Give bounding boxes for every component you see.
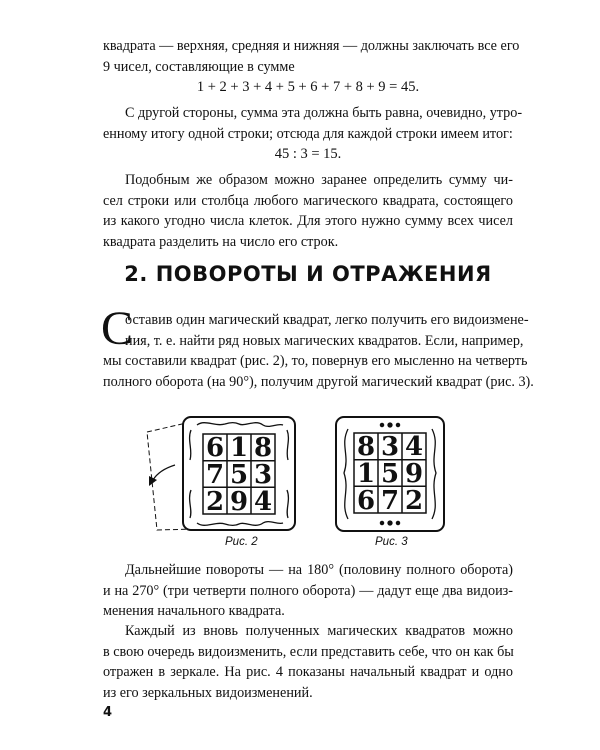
text-line: полного оборота (на 90°), получим другой магический квадрат (рис. 3). (103, 373, 534, 390)
grid-cell: 1 (356, 459, 376, 489)
paragraph-5 (103, 560, 513, 622)
rotation-arrow-icon (149, 465, 175, 486)
figure-2-caption: Рис. 2 (225, 536, 258, 548)
grid-cell: 2 (404, 486, 424, 516)
page-number: 4 (103, 705, 113, 720)
text-line: енному итогу одной строки; отсюда для каждой строки имеем итог: (103, 125, 513, 142)
text-line: 9 чисел, составляющие в сумме (103, 58, 295, 75)
paragraph-3 (103, 170, 513, 252)
grid-cell: 9 (404, 459, 424, 489)
grid-cell: 8 (253, 433, 273, 463)
figure-3-caption: Рис. 3 (375, 536, 408, 548)
paragraph-2 (103, 103, 523, 144)
grid-cell: 6 (356, 486, 376, 516)
section-heading: 2. ПОВОРОТЫ И ОТРАЖЕНИЯ (124, 262, 492, 286)
grid-cell: 1 (229, 433, 249, 463)
text-line: квадрата разделить на число его строк. (103, 233, 339, 250)
grid-cell: 9 (229, 487, 249, 517)
grid-cell: 2 (205, 487, 225, 517)
text-line: из его зеркальных видоизменений. (103, 684, 313, 701)
grid-cell: 6 (205, 433, 225, 463)
formula-division: 45 : 3 = 15. (274, 146, 342, 162)
text-line: квадрата — верхняя, средняя и нижняя — должны заключать все его (103, 38, 520, 54)
grid-cell: 3 (380, 432, 400, 462)
paragraph-6 (103, 621, 513, 703)
text-line: Подобным же образом можно заранее определить сумму чи- (125, 172, 513, 188)
magic-square-figure-2 (135, 410, 310, 535)
text-line: Каждый из вновь полученных магических квадратов можно (125, 623, 513, 639)
drop-cap: С (101, 302, 134, 355)
text-line: ния, т. е. найти ряд новых магических квадратов. Если, например, (125, 332, 524, 349)
text-line: Дальнейшие повороты — на 180° (половину полного оборота) (125, 562, 513, 578)
figure-3 (330, 415, 450, 535)
grid-cell: 4 (253, 487, 273, 517)
grid-cell: 8 (356, 432, 376, 462)
text-line: сел строки или столбца любого магического квадрата, состоящего (103, 192, 513, 209)
text-line: оставив один магический квадрат, легко получить его видоизмене- (125, 312, 529, 328)
grid-cell: 5 (229, 460, 249, 490)
grid-cell: 5 (380, 459, 400, 489)
grid-cell: 4 (404, 432, 424, 462)
formula-sum: 1 + 2 + 3 + 4 + 5 + 6 + 7 + 8 + 9 = 45. (196, 79, 420, 95)
paragraph-1 (103, 36, 520, 77)
grid-cell: 7 (205, 460, 225, 490)
text-line: отражен в зеркале. На рис. 4 показаны начальный квадрат и одно (103, 664, 513, 680)
text-line: менения начального квадрата. (103, 603, 285, 619)
text-line: С другой стороны, сумма эта должна быть равна, очевидно, утро- (125, 105, 523, 121)
paragraph-4 (103, 310, 534, 392)
text-line: из какого угодно числа клеток. Для этого нужно сумму всех чисел (103, 213, 513, 229)
text-line: мы составили квадрат (рис. 2), то, повернув его мысленно на четверть (103, 353, 528, 369)
figure-2 (135, 410, 310, 535)
magic-square-figure-3 (330, 415, 450, 535)
text-line: и на 270° (три четверти полного оборота) — дадут еще два видоиз- (103, 582, 513, 599)
text-line: в свою очередь видоизменить, если представить себе, что он как бы (103, 643, 514, 660)
grid-cell: 3 (253, 460, 273, 490)
grid-cell: 7 (380, 486, 400, 516)
